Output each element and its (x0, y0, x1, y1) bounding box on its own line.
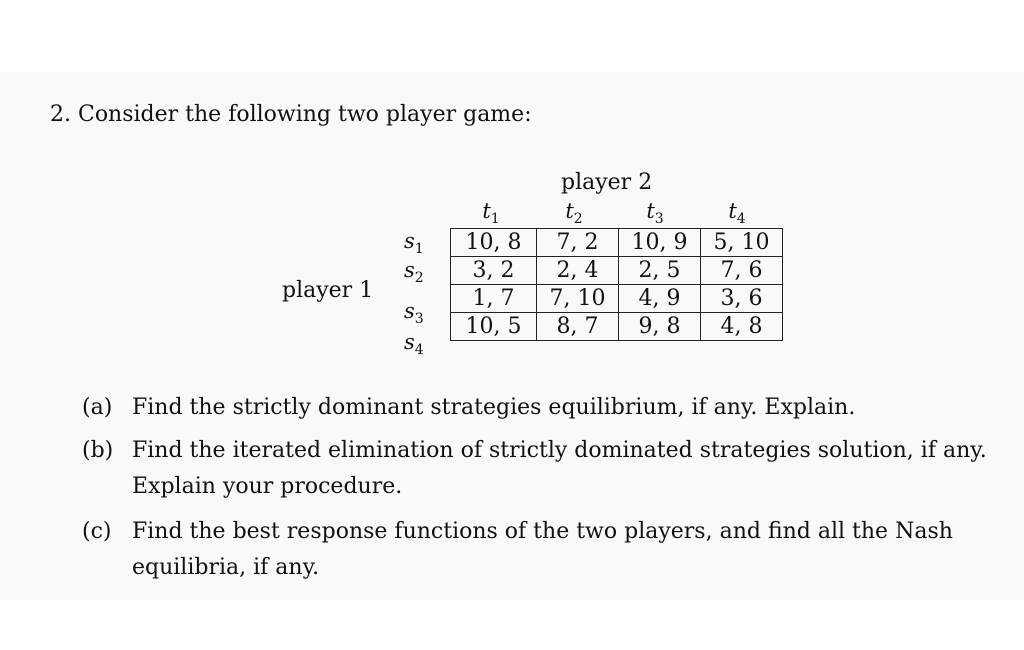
table-row (451, 313, 783, 341)
payoff-cell: 2, 4 (537, 257, 619, 285)
payoff-cell: 10, 9 (619, 229, 701, 257)
payoff-cell: 7, 2 (537, 229, 619, 257)
player-1-label: player 1 (282, 278, 374, 303)
payoff-cell: 3, 2 (451, 257, 537, 285)
part-a-label: (a) (82, 395, 113, 420)
part-c-text: Find the best response functions of the two players, and find all the Nash equilibria, if any. (132, 519, 953, 580)
payoff-cell: 8, 7 (537, 313, 619, 341)
payoff-cell: 1, 7 (451, 285, 537, 313)
column-header-t3: $t_3$ (646, 199, 664, 228)
column-header-t1: $t_1$ (482, 199, 500, 228)
payoff-matrix (450, 228, 783, 341)
row-header-s1: $s_1$ (404, 229, 424, 258)
part-a-text: Find the strictly dominant strategies equilibrium, if any. Explain. (132, 395, 856, 420)
payoff-cell: 10, 5 (451, 313, 537, 341)
payoff-cell: 3, 6 (701, 285, 783, 313)
question-heading: 2. Consider the following two player game: (50, 102, 532, 127)
payoff-cell: 5, 10 (701, 229, 783, 257)
payoff-cell: 4, 8 (701, 313, 783, 341)
table-row (451, 285, 783, 313)
payoff-cell: 7, 6 (701, 257, 783, 285)
player-2-label: player 2 (561, 170, 653, 195)
part-b-label: (b) (82, 438, 114, 463)
payoff-cell: 9, 8 (619, 313, 701, 341)
row-header-s4: $s_4$ (404, 330, 424, 359)
payoff-cell: 10, 8 (451, 229, 537, 257)
part-b-text: Find the iterated elimination of strictly dominated strategies solution, if any. Explain your procedure. (132, 438, 987, 499)
row-header-s3: $s_3$ (404, 299, 424, 328)
column-header-t4: $t_4$ (728, 199, 746, 228)
part-c-label: (c) (82, 519, 112, 544)
payoff-cell: 4, 9 (619, 285, 701, 313)
payoff-cell: 7, 10 (537, 285, 619, 313)
row-header-s2: $s_2$ (404, 258, 424, 287)
payoff-cell: 2, 5 (619, 257, 701, 285)
table-row (451, 257, 783, 285)
column-header-t2: $t_2$ (565, 199, 583, 228)
table-row (451, 229, 783, 257)
